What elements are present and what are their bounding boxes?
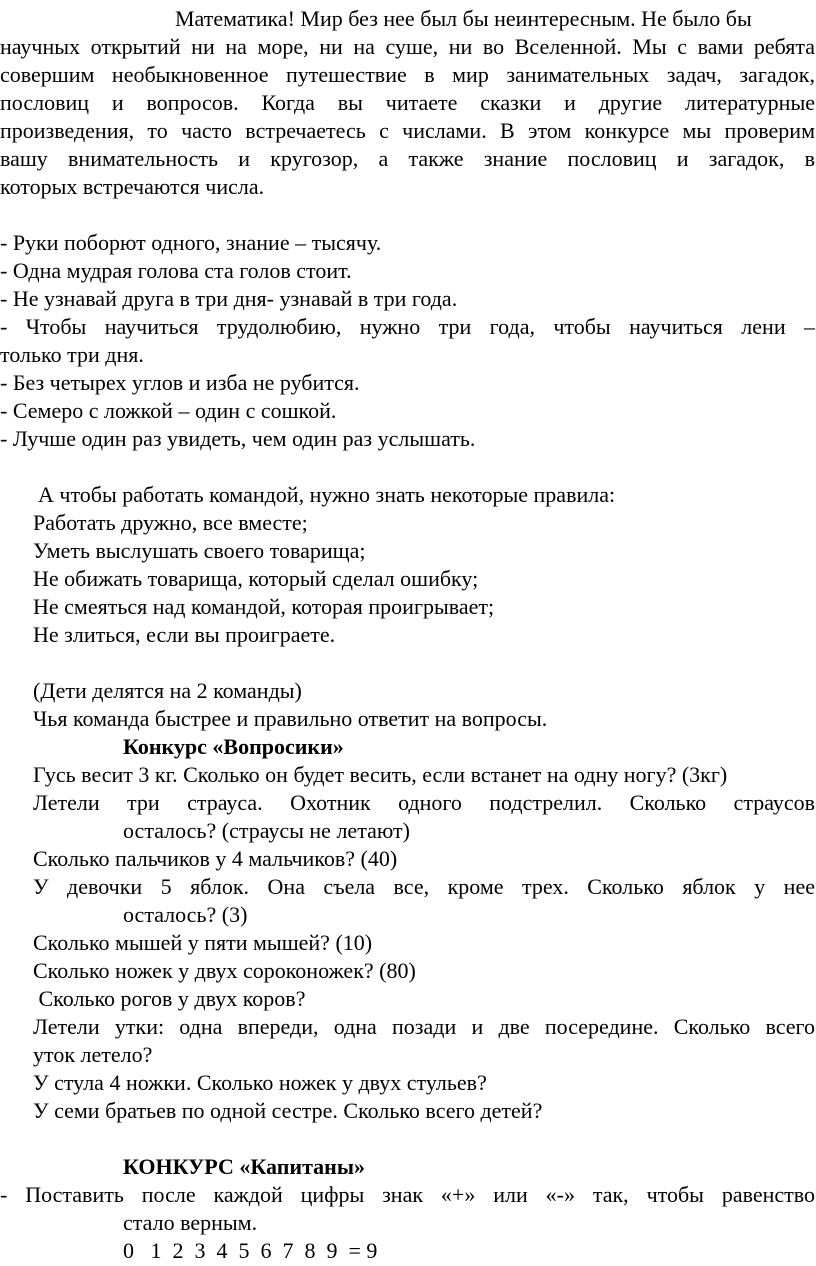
rules-intro: А чтобы работать командой, нужно знать некоторые правила: [38, 482, 616, 507]
question-item-continuation: осталось? (3) [123, 902, 248, 927]
proverb-item: - Одна мудрая голова ста голов стоит. [0, 258, 352, 283]
rule-item: Не обижать товарища, который сделал ошибку; [33, 566, 479, 591]
question-item: Летели три страуса. Охотник одного подстрелил. Сколько страусов [33, 790, 815, 815]
question-item-continuation: уток летело? [33, 1042, 153, 1067]
question-item: Летели утки: одна впереди, одна позади и две посередине. Сколько всего [33, 1014, 815, 1039]
contest-captains-heading: КОНКУРС «Капитаны» [123, 1154, 366, 1179]
teams-question: Чья команда быстрее и правильно ответит на вопросы. [33, 706, 548, 731]
intro-line: Математика! Мир без нее был бы неинтересным. Не было бы [175, 6, 752, 31]
intro-line: вашу внимательность и кругозор, а также знание пословиц и загадок, в [0, 146, 815, 171]
intro-line: которых встречаются числа. [0, 174, 265, 199]
proverb-item: - Без четырех углов и изба не рубится. [0, 370, 360, 395]
rule-item: Не злиться, если вы проиграете. [33, 622, 336, 647]
question-item: Сколько рогов у двух коров? [33, 986, 306, 1011]
intro-line: совершим необыкновенное путешествие в мир занимательных задач, загадок, [0, 62, 815, 87]
proverb-item: - Семеро с ложкой – один с сошкой. [0, 398, 337, 423]
proverb-item: - Лучше один раз увидеть, чем один раз услышать. [0, 426, 476, 451]
intro-line: пословиц и вопросов. Когда вы читаете сказки и другие литературные [0, 90, 815, 115]
rule-item: Не смеяться над командой, которая проигрывает; [33, 594, 495, 619]
equation: 0 1 2 3 4 5 6 7 8 9 = 9 [123, 1238, 378, 1263]
proverb-item: - Руки поборют одного, знание – тысячу. [0, 230, 382, 255]
question-item: Гусь весит 3 кг. Сколько он будет весить, если встанет на одну ногу? (3кг) [33, 762, 728, 787]
question-item: Сколько пальчиков у 4 мальчиков? (40) [33, 846, 398, 871]
contest-questions-heading: Конкурс «Вопросики» [123, 734, 344, 759]
question-item: У девочки 5 яблок. Она съела все, кроме трех. Сколько яблок у нее [33, 874, 815, 899]
captains-task-continuation: стало верным. [123, 1210, 258, 1235]
question-item: У семи братьев по одной сестре. Сколько всего детей? [33, 1098, 543, 1123]
proverb-item: - Не узнавай друга в три дня- узнавай в три года. [0, 286, 458, 311]
question-item: Сколько мышей у пяти мышей? (10) [33, 930, 373, 955]
proverb-item-continuation: только три дня. [0, 342, 144, 367]
rule-item: Уметь выслушать своего товарища; [33, 538, 366, 563]
question-item-continuation: осталось? (страусы не летают) [123, 818, 410, 843]
intro-line: научных открытий ни на море, ни на суше, ни во Вселенной. Мы с вами ребята [0, 34, 815, 59]
teams-note: (Дети делятся на 2 команды) [33, 678, 302, 703]
intro-line: произведения, то часто встречаетесь с числами. В этом конкурсе мы проверим [0, 118, 815, 143]
question-item: Сколько ножек у двух сороконожек? (80) [33, 958, 416, 983]
captains-task-line: - Поставить после каждой цифры знак «+» или «-» так, чтобы равенство [0, 1182, 815, 1207]
rule-item: Работать дружно, все вместе; [33, 510, 308, 535]
proverb-item: - Чтобы научиться трудолюбию, нужно три года, чтобы научиться лени – [0, 314, 815, 339]
question-item: У стула 4 ножки. Сколько ножек у двух стульев? [33, 1070, 487, 1095]
